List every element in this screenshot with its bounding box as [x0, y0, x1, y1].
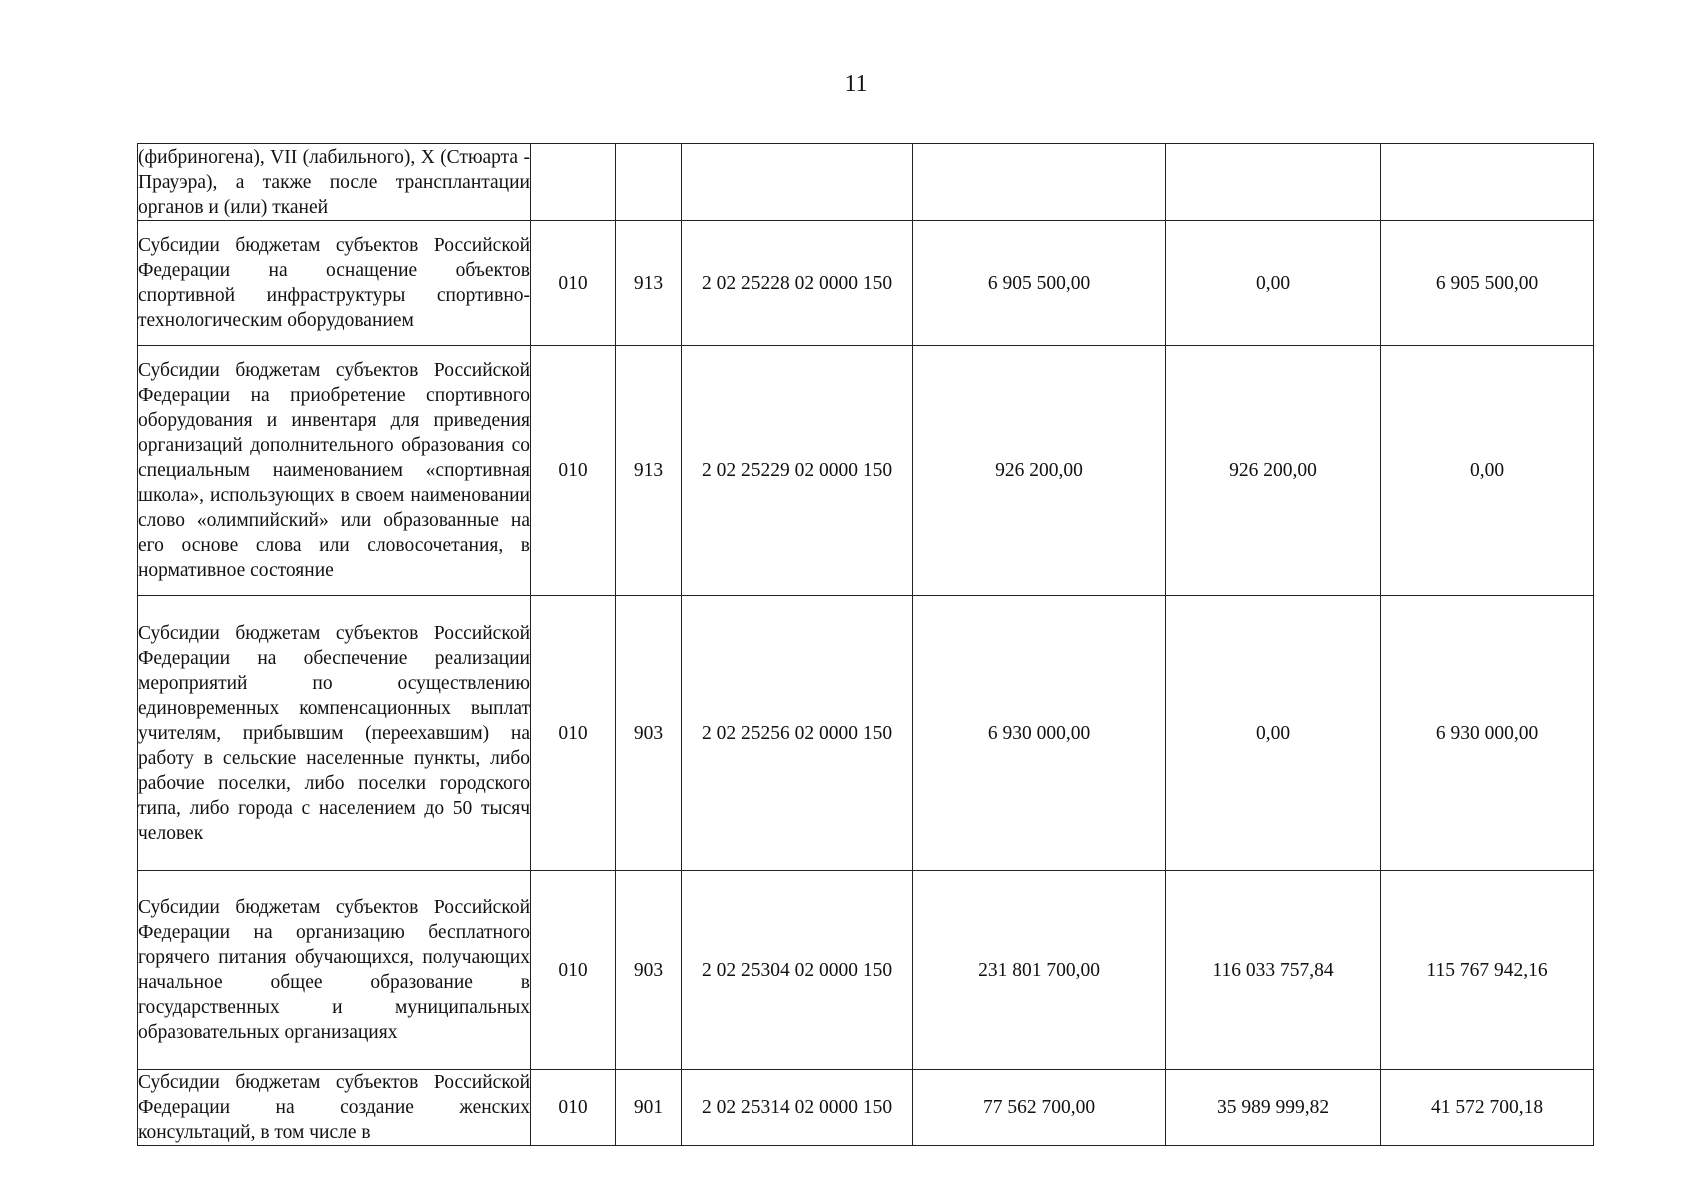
page-number: 11: [844, 71, 868, 97]
budget-table: [137, 143, 1594, 1146]
row-description: Субсидии бюджетам субъектов Российской Федерации на организацию бесплатного горячего питания обучающихся, получающих начальное общее образование в государственных и муниципальных образовательных организациях: [138, 871, 531, 1070]
kbk-code: 2 02 25314 02 0000 150: [682, 1070, 913, 1146]
row-description: Субсидии бюджетам субъектов Российской Федерации на обеспечение реализации мероприятий по осуществлению единовременных компенсационных выплат учителям, прибывшим (переехавшим) на работу в сельские населенные пункты, либо рабочие поселки, либо поселки городского типа, либо города с населением до 50 тысяч человек: [138, 596, 531, 871]
executed-cell: 0,00: [1166, 221, 1381, 346]
code-column-2: 913: [616, 346, 682, 596]
table-row: [138, 871, 1594, 1070]
table-row: [138, 1070, 1594, 1146]
kbk-code: 2 02 25228 02 0000 150: [682, 221, 913, 346]
kbk-code: [682, 144, 913, 221]
row-description: Субсидии бюджетам субъектов Российской Федерации на приобретение спортивного оборудования и инвентаря для приведения организаций дополнительного образования со специальным наименованием «спортивная школа», использующих в своем наименовании слово «олимпийский» или образованные на его основе слова или словосочетания, в нормативное состояние: [138, 346, 531, 596]
remainder-cell: 6 930 000,00: [1381, 596, 1594, 871]
executed-cell: 116 033 757,84: [1166, 871, 1381, 1070]
amount-cell: [913, 144, 1166, 221]
code-column-2: 903: [616, 596, 682, 871]
executed-cell: 0,00: [1166, 596, 1381, 871]
code-column-2: 913: [616, 221, 682, 346]
remainder-cell: [1381, 144, 1594, 221]
remainder-cell: 115 767 942,16: [1381, 871, 1594, 1070]
code-column-2: 901: [616, 1070, 682, 1146]
row-description: (фибриногена), VII (лабильного), X (Стюарта - Прауэра), а также после трансплантации органов и (или) тканей: [138, 144, 531, 221]
table-row: [138, 596, 1594, 871]
table-row: [138, 144, 1594, 221]
row-description: Субсидии бюджетам субъектов Российской Федерации на создание женских консультаций, в том числе в: [138, 1070, 531, 1146]
code-column-2: [616, 144, 682, 221]
amount-cell: 77 562 700,00: [913, 1070, 1166, 1146]
amount-cell: 926 200,00: [913, 346, 1166, 596]
kbk-code: 2 02 25229 02 0000 150: [682, 346, 913, 596]
executed-cell: 926 200,00: [1166, 346, 1381, 596]
remainder-cell: 0,00: [1381, 346, 1594, 596]
code-column-1: 010: [531, 871, 616, 1070]
kbk-code: 2 02 25304 02 0000 150: [682, 871, 913, 1070]
amount-cell: 231 801 700,00: [913, 871, 1166, 1070]
code-column-1: 010: [531, 596, 616, 871]
executed-cell: 35 989 999,82: [1166, 1070, 1381, 1146]
code-column-1: 010: [531, 1070, 616, 1146]
code-column-1: [531, 144, 616, 221]
code-column-1: 010: [531, 221, 616, 346]
code-column-1: 010: [531, 346, 616, 596]
kbk-code: 2 02 25256 02 0000 150: [682, 596, 913, 871]
code-column-2: 903: [616, 871, 682, 1070]
amount-cell: 6 930 000,00: [913, 596, 1166, 871]
remainder-cell: 41 572 700,18: [1381, 1070, 1594, 1146]
amount-cell: 6 905 500,00: [913, 221, 1166, 346]
table-row: [138, 346, 1594, 596]
row-description: Субсидии бюджетам субъектов Российской Федерации на оснащение объектов спортивной инфраструктуры спортивно-технологическим оборудованием: [138, 221, 531, 346]
executed-cell: [1166, 144, 1381, 221]
table-row: [138, 221, 1594, 346]
remainder-cell: 6 905 500,00: [1381, 221, 1594, 346]
